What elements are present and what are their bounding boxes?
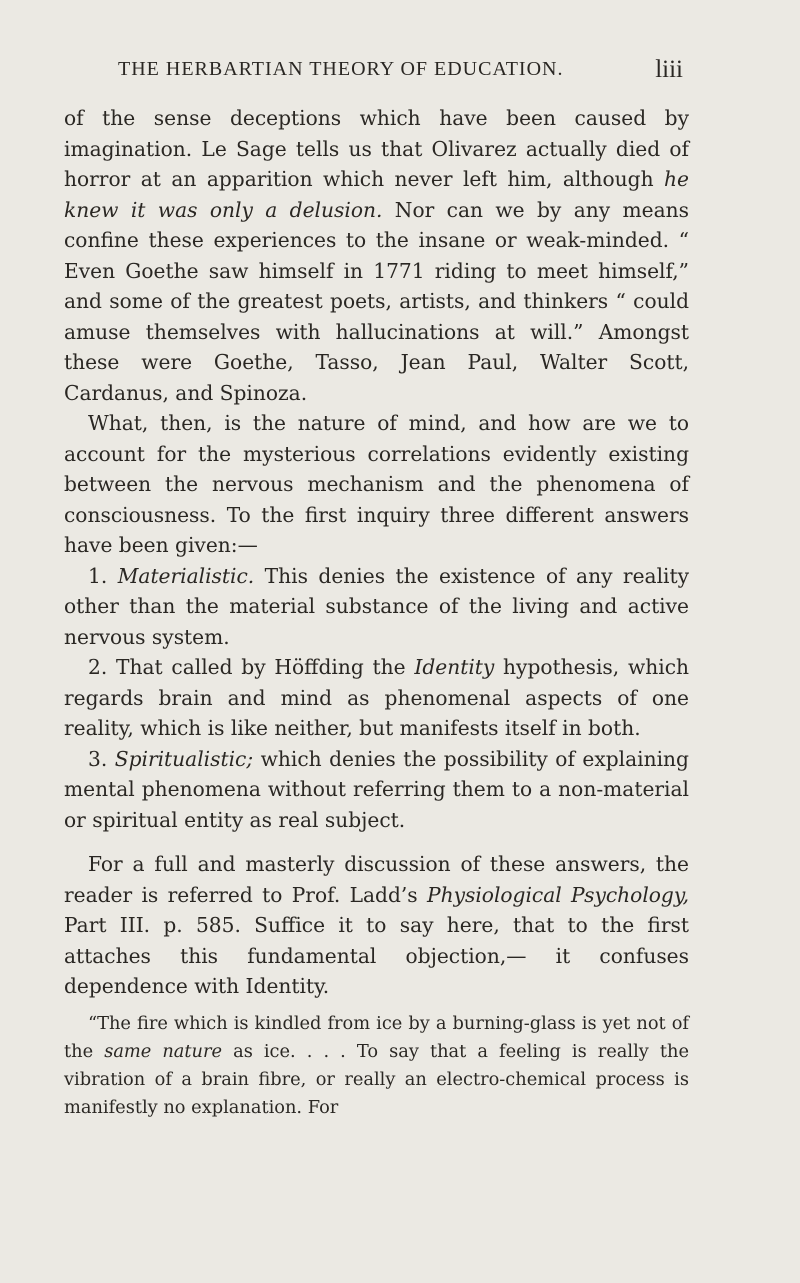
paragraph-ladd-reference xyxy=(64,849,689,1002)
italic-term: Spiritualistic; xyxy=(114,746,254,771)
italic-term: Identity xyxy=(414,655,495,679)
list-text: hypothesis, which regards brain and mind as phenomenal aspects of one reality, which is like neither, but manifests itself in both. xyxy=(64,655,689,740)
list-number: 1. xyxy=(88,563,118,588)
list-number: 3. xyxy=(88,746,115,771)
page-number: liii xyxy=(655,56,683,83)
list-text: This denies the existence of any reality other than the material substance of the living and active nervous system. xyxy=(64,563,689,649)
paragraph-text: For a full and masterly discussion of these answers, the reader is referred to Prof. Ladd’s xyxy=(64,852,689,907)
paragraph-text: Part III. p. 585. Suffice it to say here, that to the first attaches this fundamental objection,— it confuses dependence with Identity. xyxy=(64,913,689,998)
page-body xyxy=(64,103,689,1122)
italic-phrase: same nature xyxy=(104,1040,223,1062)
list-text: which denies the possibility of explaining mental phenomena without referring them to a non-material or spiritual entity as real subject. xyxy=(64,746,689,832)
list-text: 2. That called by Höffding the xyxy=(88,655,415,679)
book-title: Physiological Psychology, xyxy=(426,882,689,907)
list-item-identity xyxy=(64,652,689,744)
paragraph-text: Nor can we by any means confine these experiences to the insane or weak-minded. “ Even Goethe saw himself in 1771 riding to meet himself,” and some of the greatest poets, artists, and thinkers “ could amuse themselves with hallucinations at will.” Amongst these were Goethe, Tasso, Jean Paul, Walter Scott, Cardanus, and Spinoza. xyxy=(64,197,690,405)
italic-phrase: he knew it was only a delusion. xyxy=(64,167,689,222)
paragraph-text: of the sense deceptions which have been caused by imagination. Le Sage tells us that Olivarez actually died of horror at an apparition which never left him, although xyxy=(64,106,689,191)
paragraph-nature-of-mind: What, then, is the nature of mind, and how are we to account for the mysterious correlations evidently existing between the nervous mechanism and the phenomena of consciousness. To the first inquiry three different answers have been given:— xyxy=(64,411,689,557)
page-header xyxy=(118,58,683,92)
running-title: THE HERBARTIAN THEORY OF EDUCATION. xyxy=(118,58,564,80)
quote-text: “The fire which is kindled from ice by a burning-glass is yet not of the xyxy=(64,1012,689,1062)
list-item-materialistic xyxy=(64,561,689,653)
list-item-spiritualistic xyxy=(64,744,689,836)
block-quote xyxy=(64,1010,689,1122)
quote-text: as ice. . . . To say that a feeling is really the vibration of a brain fibre, or really an electro-chemical process is manifestly no explanation. For xyxy=(64,1040,689,1118)
paragraph-sense-deceptions xyxy=(64,103,689,408)
italic-term: Materialistic. xyxy=(117,563,255,588)
